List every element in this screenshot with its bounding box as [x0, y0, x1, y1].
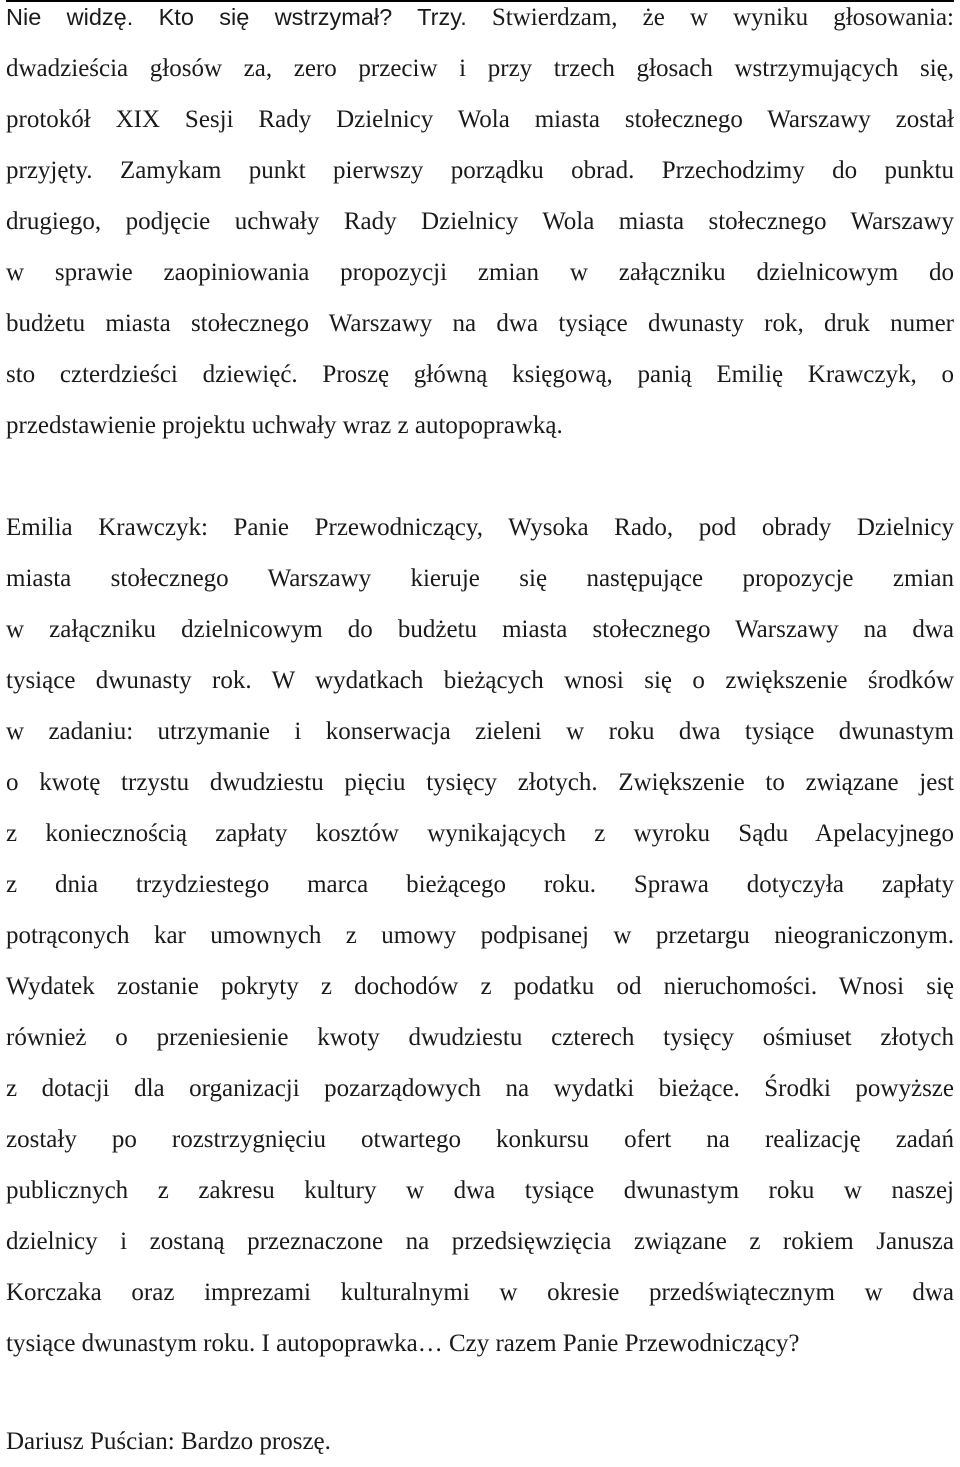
line: budżetu miasta stołecznego Warszawy na dwa tysiące dwunasty rok, druk numer — [6, 310, 954, 337]
line: z dnia trzydziestego marca bieżącego roku. Sprawa dotyczyła zapłaty — [6, 871, 954, 898]
line: protokół XIX Sesji Rady Dzielnicy Wola miasta stołecznego Warszawy został — [6, 106, 954, 133]
paragraph-2 — [6, 502, 954, 1369]
line: Dariusz Puścian: Bardzo proszę. — [6, 1428, 331, 1455]
line: miasta stołecznego Warszawy kieruje się następujące propozycje zmian — [6, 565, 954, 592]
serif-text: sto czterdzieści dziewięć. — [6, 361, 298, 388]
line — [6, 349, 954, 400]
line: potrąconych kar umownych z umowy podpisanej w przetargu nieograniczonym. — [6, 922, 954, 949]
line: również o przeniesienie kwoty dwudziestu czterech tysięcy ośmiuset złotych — [6, 1024, 954, 1051]
line — [6, 0, 954, 43]
document-page — [6, 0, 954, 1460]
serif-text: Przechodzimy do punktu — [634, 157, 955, 184]
line — [6, 145, 954, 196]
line: z dotacji dla organizacji pozarządowych na wydatki bieżące. Środki powyższe — [6, 1075, 954, 1102]
line: tysiące dwunastym roku. I autopoprawka… Czy razem Panie Przewodniczący? — [6, 1330, 800, 1357]
line: dzielnicy i zostaną przeznaczone na przedsięwzięcia związane z rokiem Janusza — [6, 1228, 954, 1255]
line: publicznych z zakresu kultury w dwa tysiące dwunastym roku w naszej — [6, 1177, 954, 1204]
line: Korczaka oraz imprezami kulturalnymi w okresie przedświątecznym w dwa — [6, 1279, 954, 1306]
paragraph-3 — [6, 1416, 954, 1467]
line: o kwotę trzystu dwudziestu pięciu tysięcy złotych. Zwiększenie to związane jest — [6, 769, 954, 796]
line: w załączniku dzielnicowym do budżetu miasta stołecznego Warszawy na dwa — [6, 616, 954, 643]
line: w sprawie zaopiniowania propozycji zmian w załączniku dzielnicowym do — [6, 259, 954, 286]
serif-text: przyjęty. Zamykam punkt pierwszy porządku obrad. — [6, 157, 635, 184]
line: w zadaniu: utrzymanie i konserwacja zieleni w roku dwa tysiące dwunastym — [6, 718, 954, 745]
line: przedstawienie projektu uchwały wraz z autopoprawką. — [6, 412, 563, 439]
serif-text: Proszę główną księgową, panią Emilię Krawczyk, o — [297, 361, 954, 388]
line: tysiące dwunasty rok. W wydatkach bieżących wnosi się o zwiększenie środków — [6, 667, 954, 694]
line: Emilia Krawczyk: Panie Przewodniczący, Wysoka Rado, pod obrady Dzielnicy — [6, 514, 954, 541]
line: dwadzieścia głosów za, zero przeciw i przy trzech głosach wstrzymujących się, — [6, 55, 954, 82]
line: z koniecznością zapłaty kosztów wynikających z wyroku Sądu Apelacyjnego — [6, 820, 954, 847]
line: Wydatek zostanie pokryty z dochodów z podatku od nieruchomości. Wnosi się — [6, 973, 954, 1000]
serif-text: Stwierdzam, że w wyniku głosowania: — [466, 4, 955, 31]
paragraph-1 — [6, 0, 954, 451]
line: drugiego, podjęcie uchwały Rady Dzielnicy Wola miasta stołecznego Warszawy — [6, 208, 954, 235]
line: zostały po rozstrzygnięciu otwartego konkursu ofert na realizację zadań — [6, 1126, 954, 1153]
sans-text: Nie widzę. Kto się wstrzymał? Trzy. — [6, 4, 467, 30]
